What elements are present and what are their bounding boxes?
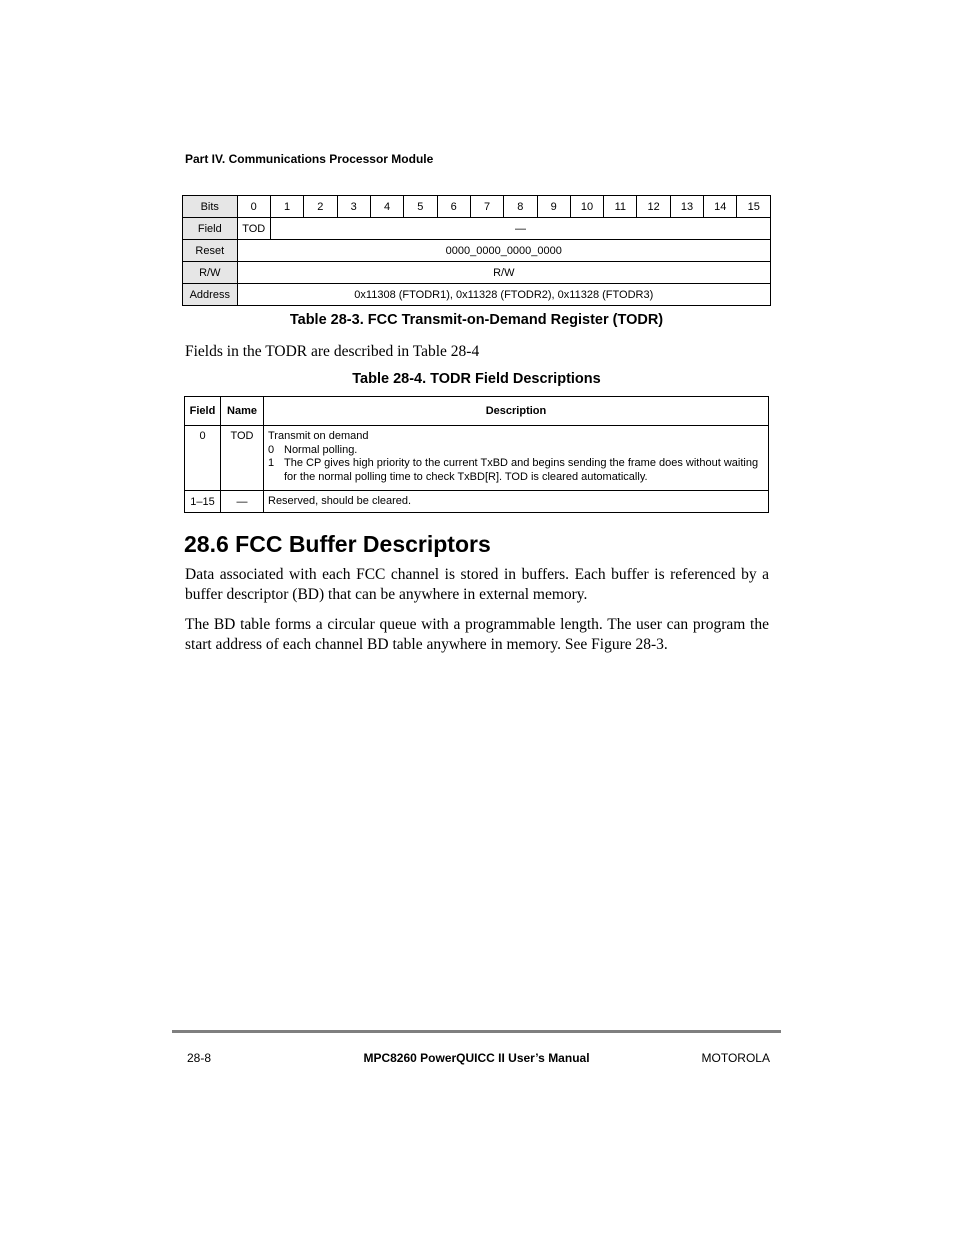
footer-rule (172, 1030, 781, 1033)
bit-cell: 5 (404, 196, 437, 218)
bit-cell: 7 (470, 196, 503, 218)
bit-cell: 14 (704, 196, 737, 218)
bit-cell: 15 (737, 196, 771, 218)
running-head: Part IV. Communications Processor Module (185, 152, 434, 166)
rw-row (183, 262, 771, 284)
row-field: 0 (185, 426, 221, 491)
header-description: Description (264, 397, 769, 426)
table-row (185, 491, 769, 513)
row-description: Reserved, should be cleared. (264, 491, 769, 513)
header-name: Name (221, 397, 264, 426)
reset-value: 0000_0000_0000_0000 (237, 240, 770, 262)
bit-cell: 12 (637, 196, 670, 218)
row-name: — (221, 491, 264, 513)
bit-cell: 10 (570, 196, 603, 218)
table-header-row (185, 397, 769, 426)
bit-cell: 3 (337, 196, 370, 218)
register-table-caption: Table 28-3. FCC Transmit-on-Demand Register (TODR) (289, 312, 664, 328)
bit-cell: 6 (437, 196, 470, 218)
field-table-caption: Table 28-4. TODR Field Descriptions (352, 371, 601, 387)
register-table (182, 195, 771, 306)
row-description (264, 426, 769, 491)
item-text: Normal polling. (284, 443, 358, 456)
page-number: 28-8 (187, 1051, 212, 1065)
rw-label: R/W (183, 262, 238, 284)
header-field: Field (185, 397, 221, 426)
address-row (183, 284, 771, 306)
description-title: Transmit on demand (268, 430, 369, 442)
row-name: TOD (221, 426, 264, 491)
intro-paragraph: Fields in the TODR are described in Table 28-4 (185, 343, 480, 360)
item-number: 0 (268, 443, 275, 456)
bits-label: Bits (183, 196, 238, 218)
address-value: 0x11308 (FTODR1), 0x11328 (FTODR2), 0x11328 (FTODR3) (237, 284, 770, 306)
item-number: 1 (268, 457, 275, 470)
bit-cell: 11 (604, 196, 637, 218)
list-item (268, 444, 764, 458)
field-tod: TOD (237, 218, 270, 240)
table-row (185, 426, 769, 491)
field-description-table (184, 396, 769, 513)
bit-cell: 13 (670, 196, 703, 218)
bit-cell: 8 (504, 196, 537, 218)
item-text: The CP gives high priority to the current TxBD and begins sending the frame does without waiting for the normal polling time to check TxBD[R]. TOD is cleared automatically. (284, 457, 759, 483)
brand-name: MOTOROLA (701, 1051, 770, 1065)
reset-label: Reset (183, 240, 238, 262)
field-row (183, 218, 771, 240)
bits-row (183, 196, 771, 218)
address-label: Address (183, 284, 238, 306)
manual-title: MPC8260 PowerQUICC II User’s Manual (363, 1051, 590, 1065)
bit-cell: 0 (237, 196, 270, 218)
field-reserved: — (270, 218, 770, 240)
section-paragraph-1: Data associated with each FCC channel is stored in buffers. Each buffer is referenced by a buffer descriptor (BD) that can be anywhere in external memory. (185, 566, 769, 603)
reset-row (183, 240, 771, 262)
row-field: 1–15 (185, 491, 221, 513)
section-heading: 28.6 FCC Buffer Descriptors (184, 531, 491, 557)
field-label: Field (183, 218, 238, 240)
bit-cell: 9 (537, 196, 570, 218)
rw-value: R/W (237, 262, 770, 284)
section-paragraph-2: The BD table forms a circular queue with a programmable length. The user can program the start address of each channel BD table anywhere in memory. See Figure 28-3. (185, 616, 769, 653)
bit-cell: 2 (304, 196, 337, 218)
bit-cell: 4 (370, 196, 403, 218)
list-item (268, 457, 764, 484)
bit-cell: 1 (270, 196, 303, 218)
